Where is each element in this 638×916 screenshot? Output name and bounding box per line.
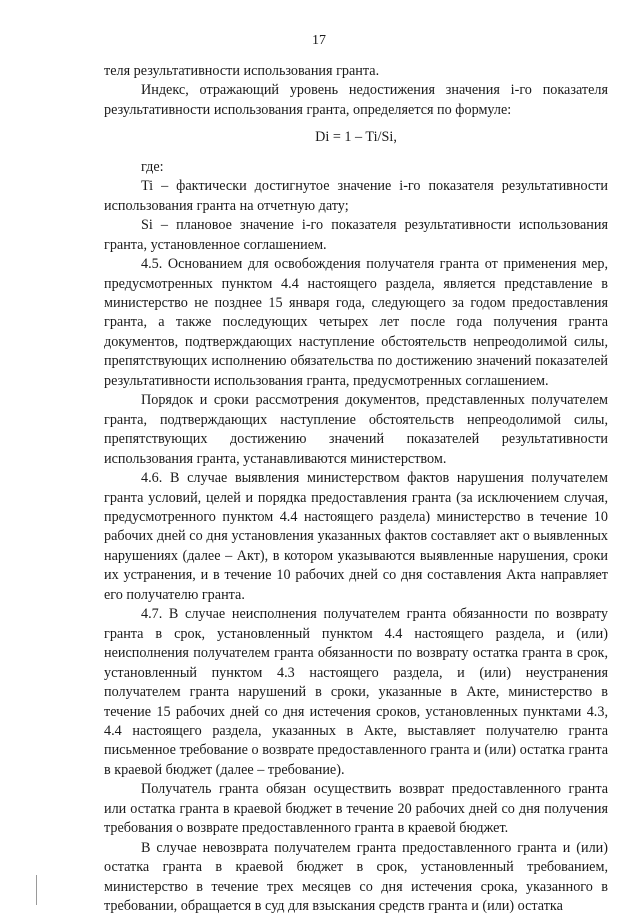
paragraph-non-return: В случае невозврата получателем гранта предоставленного гранта и (или) остатка гранта в краевой бюджет в срок, установленный требованием, министерство в течение трех месяцев со дня истечения срока, указанного в требовании, обращается в суд для взыскания средств гранта и (или) остатка [104,839,608,915]
document-body [104,62,608,916]
paragraph-4-7: 4.7. В случае неисполнения получателем гранта обязанности по возврату гранта в срок, установленный пунктом 4.4 настоящего раздела, и (или) неисполнения получателем гранта обязанности по возврату остатка гранта в срок, установленный пунктом 4.3 настоящего раздела, и (или) неустранения получателем гранта нарушений в сроки, указанные в Акте, министерство в течение 15 рабочих дней со дня истечения сроков, установленных пунктами 4.3, 4.4 настоящего раздела, указанных в Акте, выставляет получателю гранта письменное требование о возврате предоставленного гранта и (или) остатка гранта в краевой бюджет (далее – требование). [104,606,608,778]
paragraph-return-obligation: Получатель гранта обязан осуществить возврат предоставленного гранта или остатка гранта в краевой бюджет в течение 20 рабочих дней со дня получения требования о возврате предоставленного гранта в краевой бюджет. [104,781,608,837]
paragraph-index-definition: Индекс, отражающий уровень недостижения значения i-го показателя результативности использования гранта, определяется по формуле: [104,82,608,118]
paragraph-where: где: [141,158,164,175]
paragraph-procedure: Порядок и сроки рассмотрения документов, представленных получателем гранта, подтверждающих наступление обстоятельств непреодолимой силы, препятствующих достижению значений показателей результативности использования гранта, устанавливаются министерством. [104,392,608,467]
formula: Di = 1 – Ti/Si, [315,129,397,146]
paragraph-ti-definition: Ti – фактически достигнутое значение i-го показателя результативности использования гранта на отчетную дату; [104,178,608,214]
scan-edge-line [36,875,37,905]
paragraph-continuation: теля результативности использования гранта. [104,63,380,79]
paragraph-4-6: 4.6. В случае выявления министерством фактов нарушения получателем гранта условий, целей и порядка предоставления гранта (за исключением случая, предусмотренного пунктом 4.4 настоящего раздела) министерство в течение 10 рабочих дней со дня установления указанных фактов составляет акт о выявленных нарушениях (далее – Акт), в котором указываются выявленные нарушения, сроки их устранения, и в течение 10 рабочих дней со дня составления Акта направляет его получателю гранта. [104,470,608,603]
page-number: 17 [312,33,326,48]
paragraph-4-5: 4.5. Основанием для освобождения получателя гранта от применения мер, предусмотренных пунктом 4.4 настоящего раздела, является представление в министерство не позднее 15 января года, следующего за годом предоставления гранта, а также последующих четырех лет после года получения гранта документов, подтверждающих наступление обстоятельств непреодолимой силы, препятствующих исполнению обязательства по достижению значений показателей результативности использования гранта, предусмотренных соглашением. [104,256,608,389]
paragraph-si-definition: Si – плановое значение i-го показателя результативности использования гранта, установленное соглашением. [104,217,608,253]
